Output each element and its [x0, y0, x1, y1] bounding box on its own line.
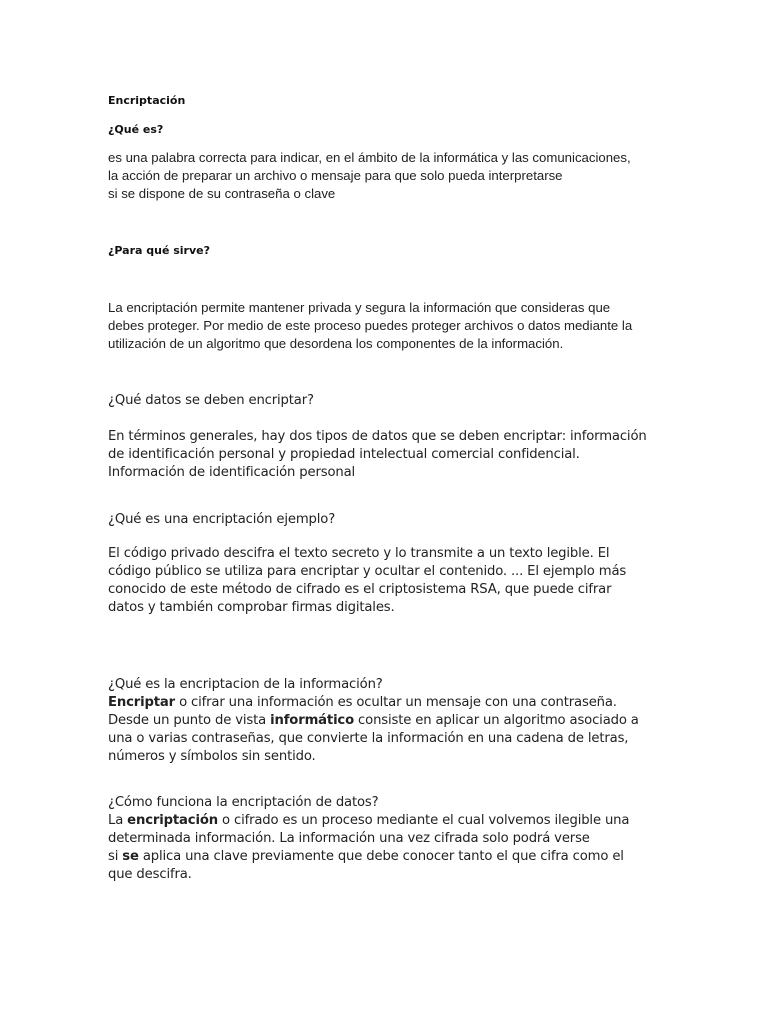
section-body-ejemplo: [108, 545, 668, 617]
paragraph-line: si se dispone de su contraseña o clave: [108, 186, 336, 201]
paragraph-line: una o varias contraseñas, que convierte la información en una cadena de letras,: [108, 731, 629, 746]
paragraph-line: si se aplica una clave previamente que debe conocer tanto el que cifra como el: [108, 849, 624, 864]
paragraph-line: código público se utiliza para encriptar y ocultar el contenido. ... El ejemplo más: [108, 564, 627, 579]
paragraph-line: es una palabra correcta para indicar, en el ámbito de la informática y las comunicaciones,: [108, 150, 631, 165]
paragraph-line: determinada información. La información una vez cifrada solo podrá verse: [108, 831, 590, 846]
section-body-que-datos: [108, 428, 668, 482]
paragraph-line: debes proteger. Por medio de este proceso puedes proteger archivos o datos mediante la: [108, 318, 633, 333]
paragraph-line: El código privado descifra el texto secreto y lo transmite a un texto legible. El: [108, 546, 610, 561]
section-body-que-es: [108, 149, 668, 203]
paragraph-line: Información de identificación personal: [108, 465, 356, 480]
section-body-para-que-sirve: [108, 299, 668, 353]
paragraph-line: números y símbolos sin sentido.: [108, 749, 316, 764]
section-heading-que-datos: ¿Qué datos se deben encriptar?: [108, 393, 314, 408]
section-como-funciona: [108, 794, 668, 884]
section-heading-ejemplo: ¿Qué es una encriptación ejemplo?: [108, 512, 336, 527]
section-encriptacion-informacion: [108, 676, 668, 766]
section-heading-que-es: ¿Qué es?: [108, 123, 164, 136]
paragraph-line: la acción de preparar un archivo o mensaje para que solo pueda interpretarse: [108, 168, 563, 183]
paragraph-line: En términos generales, hay dos tipos de datos que se deben encriptar: información: [108, 429, 647, 444]
paragraph-line: conocido de este método de cifrado es el criptosistema RSA, que puede cifrar: [108, 582, 612, 597]
paragraph-line: Encriptar o cifrar una información es ocultar un mensaje con una contraseña.: [108, 695, 617, 710]
paragraph-line: que descifra.: [108, 867, 192, 882]
paragraph-line: Desde un punto de vista informático consiste en aplicar un algoritmo asociado a: [108, 713, 639, 728]
paragraph-line: La encriptación o cifrado es un proceso mediante el cual volvemos ilegible una: [108, 813, 630, 828]
bold-term: informático: [270, 713, 355, 728]
paragraph-line: datos y también comprobar firmas digitales.: [108, 600, 395, 615]
paragraph-line: de identificación personal y propiedad intelectual comercial confidencial.: [108, 447, 580, 462]
section-heading-encriptacion-informacion: ¿Qué es la encriptacion de la información?: [108, 677, 383, 692]
section-heading-como-funciona: ¿Cómo funciona la encriptación de datos?: [108, 795, 379, 810]
document-title: Encriptación: [108, 94, 186, 107]
bold-term: encriptación: [127, 813, 218, 828]
bold-term: se: [122, 849, 139, 864]
bold-term: Encriptar: [108, 695, 176, 710]
paragraph-line: utilización de un algoritmo que desordena los componentes de la información.: [108, 336, 564, 351]
section-heading-para-que-sirve: ¿Para qué sirve?: [108, 244, 210, 257]
paragraph-line: La encriptación permite mantener privada y segura la información que consideras que: [108, 300, 611, 315]
